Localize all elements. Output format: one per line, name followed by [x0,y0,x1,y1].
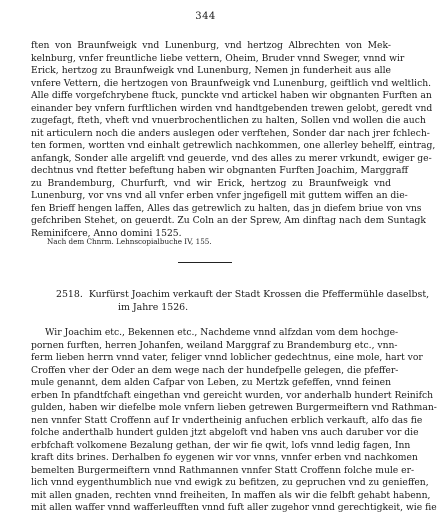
heading-date: im Jahre 1526. [118,301,189,313]
text-line: Reminifcere, Anno domini 1525. [31,227,182,239]
text-line: bemelten Burgermeiftern vnnd Rathmannen vnnfer Statt Croffenn folche mule er- [31,464,415,476]
text-line: dechtnus vnd ftetter befeftung haben wir obgnanten Furften Joachim, Marggraff [31,165,408,176]
text-line: mit allen waffer vnnd wafferleufften vnnd fuft aller zugehor vnnd gerechtigkeit, wie fie [31,502,437,513]
text-line: lich vnnd eygenthumblich nue vnd ewigk zu befitzen, zu gepruchen vnd zu genieffen, [31,477,429,488]
text-line: Alle diffe vorgefchrybene ftuck, punckte vnd artickel haben wir obgnanten Furften an [31,90,432,101]
text-line: ten formen, wortten vnd einhalt getrewlich nachkommen, one allerley behelff, eintrag, [31,140,436,151]
text-line: folche anderthalb hundert gulden jtzt abgeloft vnd haben vns auch daruber vor die [31,427,419,438]
heading-title: Kurfürst Joachim verkauft der Stadt Krossen die Pfeffermühle daselbst, [88,289,430,300]
text-line: kelnburg, vnfer freuntliche liebe vettern, Oheim, Bruder vnnd Sweger, vnnd wir [31,52,405,64]
text-block-continuation [31,40,436,240]
text-line: Erick, hertzog zu Braunfweigk vnd Lunenburg, Nemen jn funderheit aus alle [31,65,391,76]
text-line: mule genannt, dem alden Cafpar von Leben, zu Mertzk gefeffen, vnnd feinen [31,377,391,388]
text-line: einander bey vnfern furftlichen wirden vnd handtgebenden trewen gelobt, geredt vnd [31,102,433,114]
document-number: 2518. [56,289,83,300]
text-line: zu Brandemburg, Churfurft, vnd wir Erick, hertzog zu Braunfweigk vnd [31,177,391,189]
page-number: 344 [195,11,216,22]
text-line: mit allen gnaden, rechten vnnd freiheiten, In maffen als wir die felbft gehabt habenn, [31,489,431,501]
text-line: nen vnnfer Statt Croffenn auf Ir vndertheinig anfuchen erblich verkauft, alfo das fie [31,414,423,426]
text-line: Croffen vher der Oder an dem wege nach der hundefpelle gelegen, die pfeffer- [31,364,399,376]
text-line: kraft dits brines. Derhalben fo eygenen wir vor vnns, vnnfer erben vnd nachkomen [31,452,418,463]
text-line: ften von Braunfweigk vnd Lunenburg, vnd hertzog Albrechten von Mek- [31,40,391,51]
text-line: anfangk, Sonder alle argelift vnd geuerde, vnd des alles zu merer vrkundt, ewiger ge- [31,152,432,164]
text-line: Wir Joachim etc., Bekennen etc., Nachdeme vnnd alfzdan vom dem hochge- [45,327,399,338]
text-line: erben In pfandtfchaft eingethan vnd gereicht wurden, vor anderhalb hundert Reinifch [31,389,434,401]
text-line: vnfere Vettern, die hertzogen von Braunfweigk vnd Lunenburg, geiftlich vnd weltlich. [31,77,432,89]
text-line: pornen furften, herren Johanfen, weiland Marggraf zu Brandemburg etc., vnn- [31,339,398,351]
text-line: nit articulern noch die anders auslegen oder verftehen, Sonder dar nach jrer fchlech- [31,127,430,139]
document-heading [56,289,429,314]
text-line: ferm lieben herrn vnnd vater, feliger vnnd loblicher gedechtnus, eine mole, hart vor [31,352,423,363]
source-note: Nach dem Chnrm. Lehnscopialbuche IV, 155. [47,237,212,246]
text-line: erbfchaft volkomene Bezalung gethan, der wir fie qwit, lofs vnnd ledig fagen, Inn [31,439,411,451]
section-divider [178,262,232,263]
text-line: zugefagt, fteth, vheft vnd vnuerbrochentlichen zu halten, Sollen vnd wollen die auch [31,115,426,126]
text-line: gefchriben Stehet, on geuerdt. Zu Coln an der Sprew, Am dinftag nach dem Suntagk [31,215,426,226]
text-line: fen Brieff hengen laffen, Alles das getrewlich zu halten, das jn diefem briue von vns [31,202,422,214]
text-line: gulden, haben wir diefelbe mole vnfern lieben getrewen Burgermeiftern vnd Rathman- [31,402,437,413]
text-block-document-2518 [31,327,437,515]
text-line: Lunenburg, vor vns vnd all vnfer erben vnfer jngefigell mit guttem wiffen an die- [31,190,408,201]
